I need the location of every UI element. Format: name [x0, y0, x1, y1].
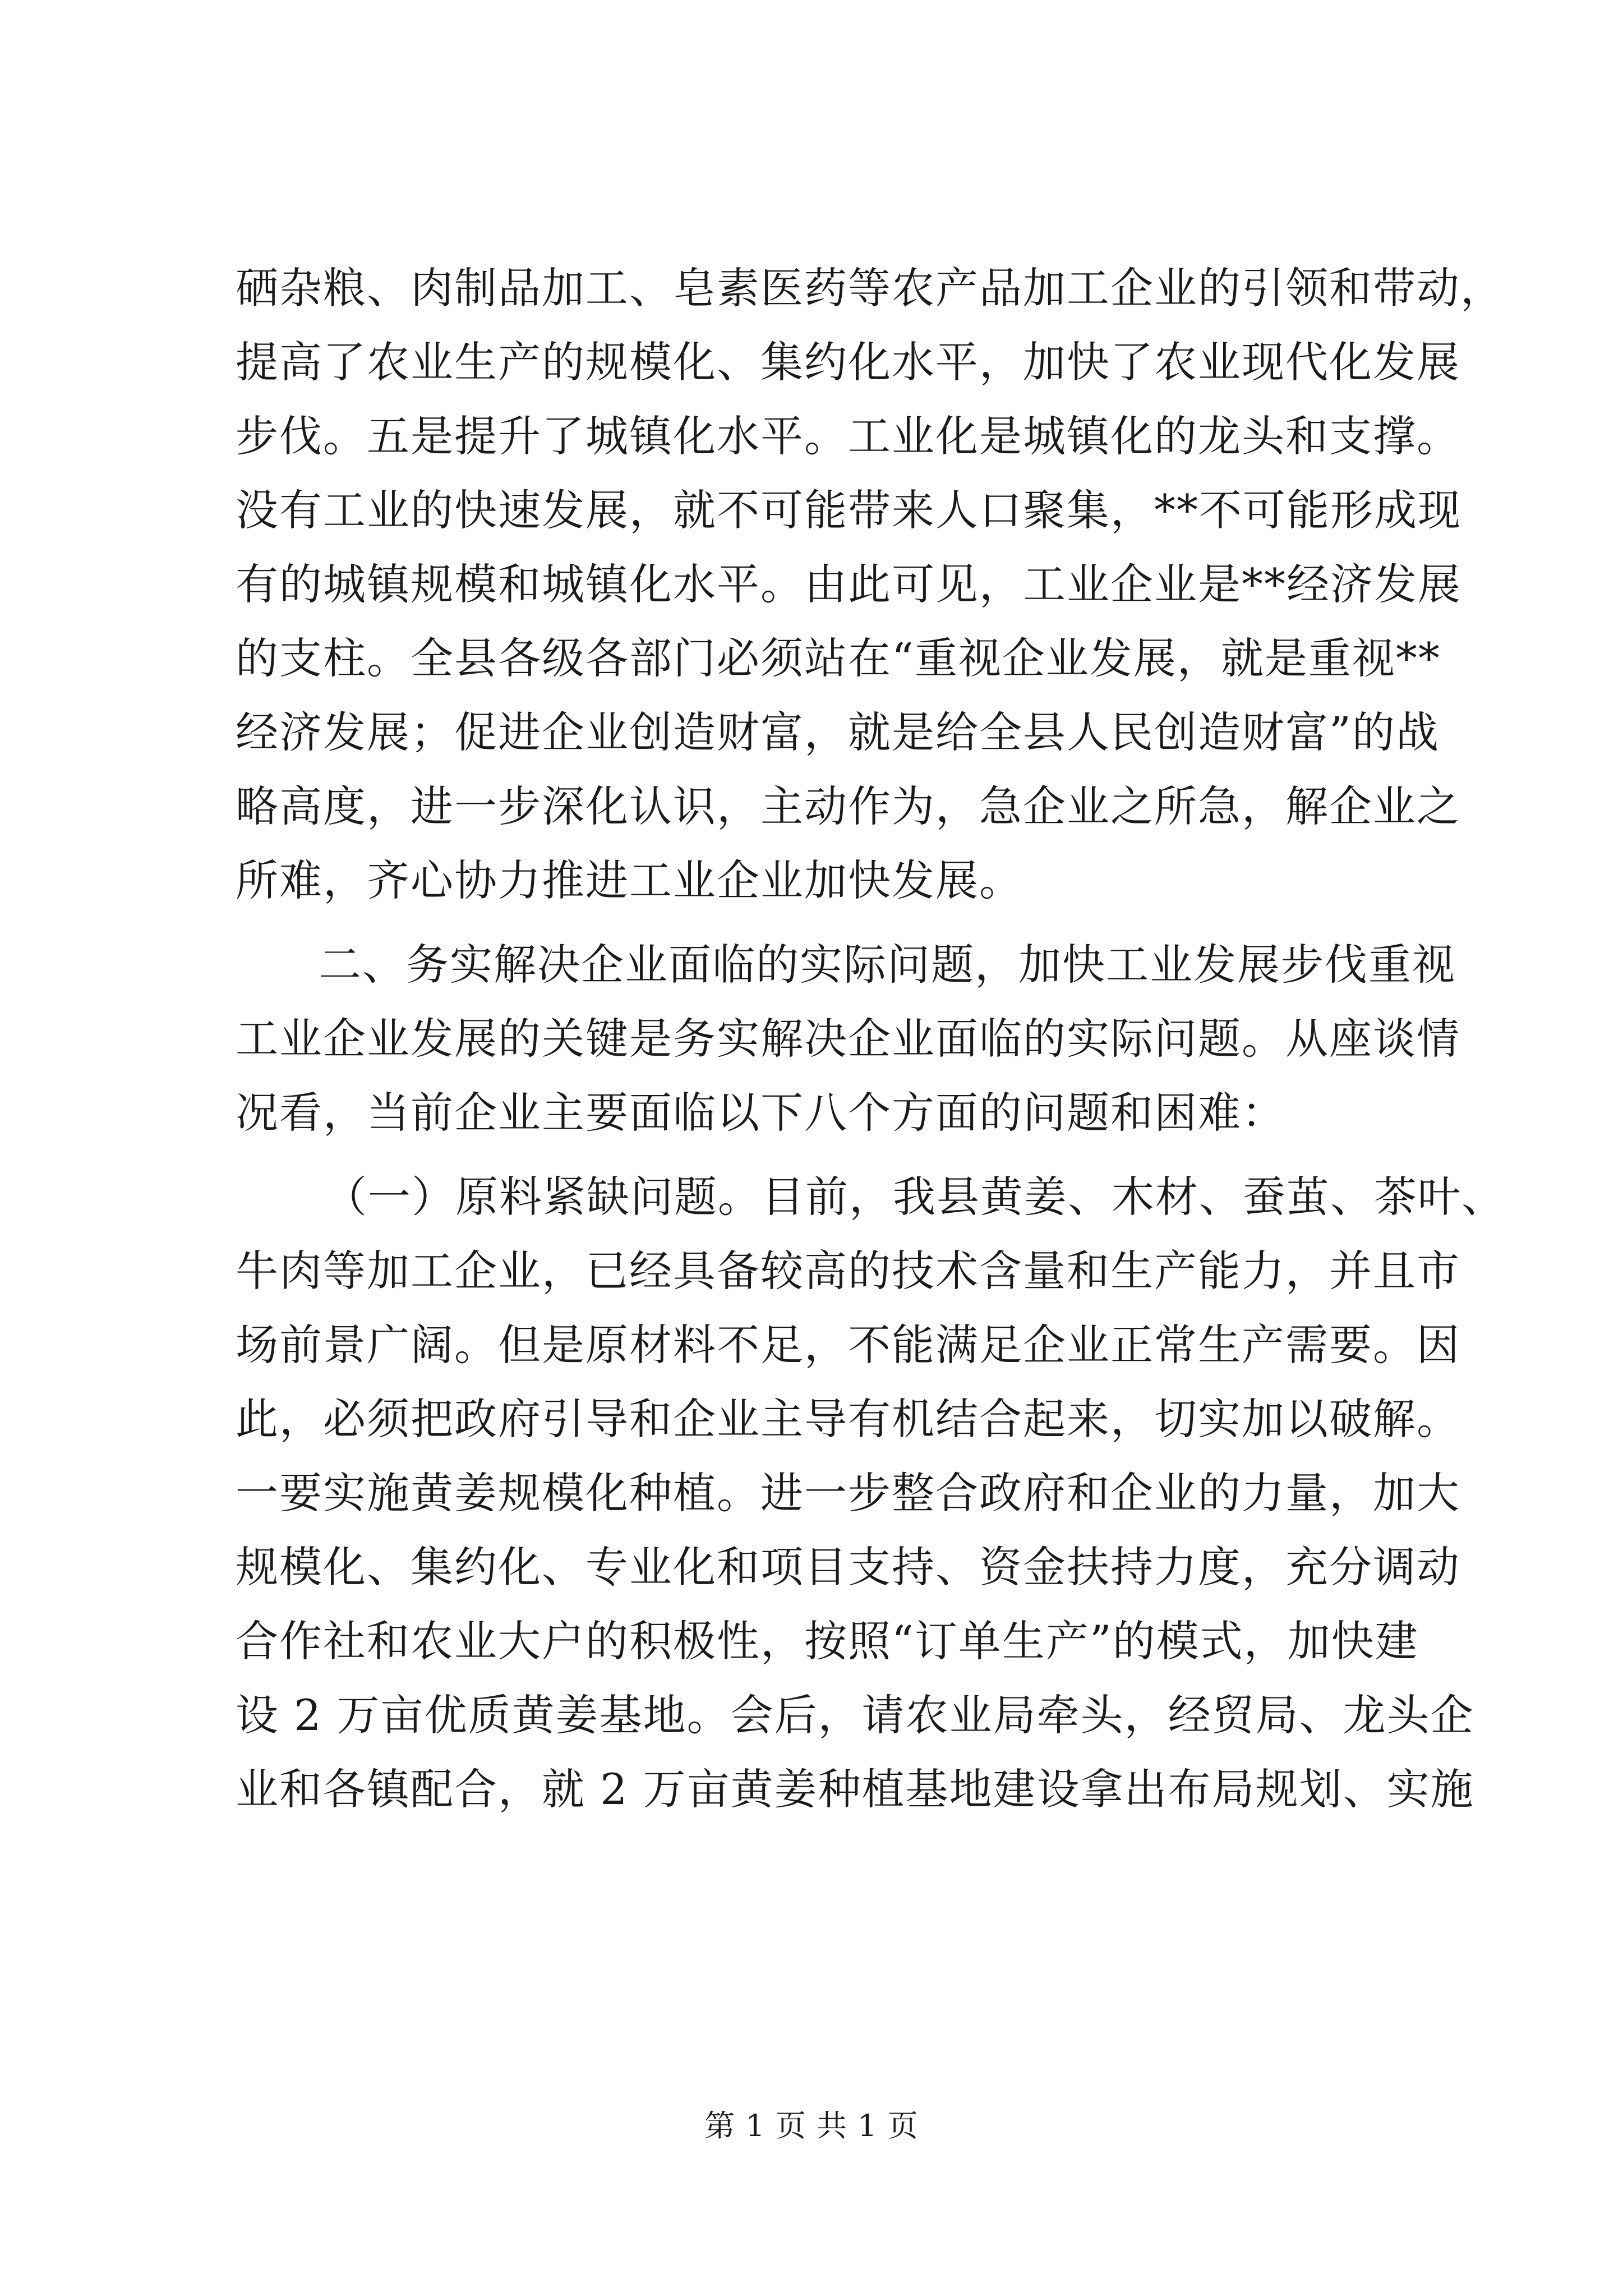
text-line: 规模化、集约化、专业化和项目支持、资金扶持力度，充分调动 — [236, 1542, 1460, 1592]
text-line: 步伐。五是提升了城镇化水平。工业化是城镇化的龙头和支撑。 — [236, 411, 1460, 461]
paragraph-gap — [236, 918, 1413, 928]
text-line: 经济发展；促进企业创造财富，就是给全县人民创造财富”的战 — [236, 707, 1440, 757]
text-line: 设 2 万亩优质黄姜基地。会后，请农业局牵头，经贸局、龙头企 — [236, 1690, 1474, 1740]
text-line: 的支柱。全县各级各部门必须站在“重视企业发展，就是重视** — [236, 633, 1441, 683]
text-line: 提高了农业生产的规模化、集约化水平，加快了农业现代化发展 — [236, 337, 1460, 387]
text-line: 业和各镇配合，就 2 万亩黄姜种植基地建设拿出布局规划、实施 — [236, 1764, 1474, 1814]
text-line: 有的城镇规模和城镇化水平。由此可见，工业企业是**经济发展 — [236, 559, 1461, 609]
text-line: 况看，当前企业主要面临以下八个方面的问题和困难： — [236, 1088, 1285, 1138]
text-line: 一要实施黄姜规模化种植。进一步整合政府和企业的力量，加大 — [236, 1468, 1460, 1518]
document-body — [236, 251, 1505, 1826]
subsection-heading-line: （一）原料紧缺问题。目前，我县黄姜、木材、蚕茧、茶叶、 — [324, 1172, 1505, 1222]
text-line: 此，必须把政府引导和企业主导有机结合起来，切实加以破解。 — [236, 1394, 1460, 1444]
paragraph-gap — [236, 1150, 1413, 1160]
text-line: 所难，齐心协力推进工业企业加快发展。 — [236, 855, 1023, 905]
section-heading-line: 二、务实解决企业面临的实际问题，加快工业发展步伐重视 — [319, 940, 1456, 990]
text-line: 场前景广阔。但是原材料不足，不能满足企业正常生产需要。因 — [236, 1320, 1460, 1370]
text-line: 没有工业的快速发展，就不可能带来人口聚集，**不可能形成现 — [236, 485, 1461, 535]
page-footer: 第 1 页 共 1 页 — [704, 2108, 919, 2143]
text-line: 合作社和农业大户的积极性，按照“订单生产”的模式，加快建 — [236, 1616, 1419, 1666]
text-line: 硒杂粮、肉制品加工、皂素医药等农产品加工企业的引领和带动， — [236, 263, 1504, 313]
text-line: 略高度，进一步深化认识，主动作为，急企业之所急，解企业之 — [236, 781, 1460, 831]
text-line: 工业企业发展的关键是务实解决企业面临的实际问题。从座谈情 — [236, 1014, 1460, 1064]
text-line: 牛肉等加工企业，已经具备较高的技术含量和生产能力，并且市 — [236, 1246, 1460, 1296]
